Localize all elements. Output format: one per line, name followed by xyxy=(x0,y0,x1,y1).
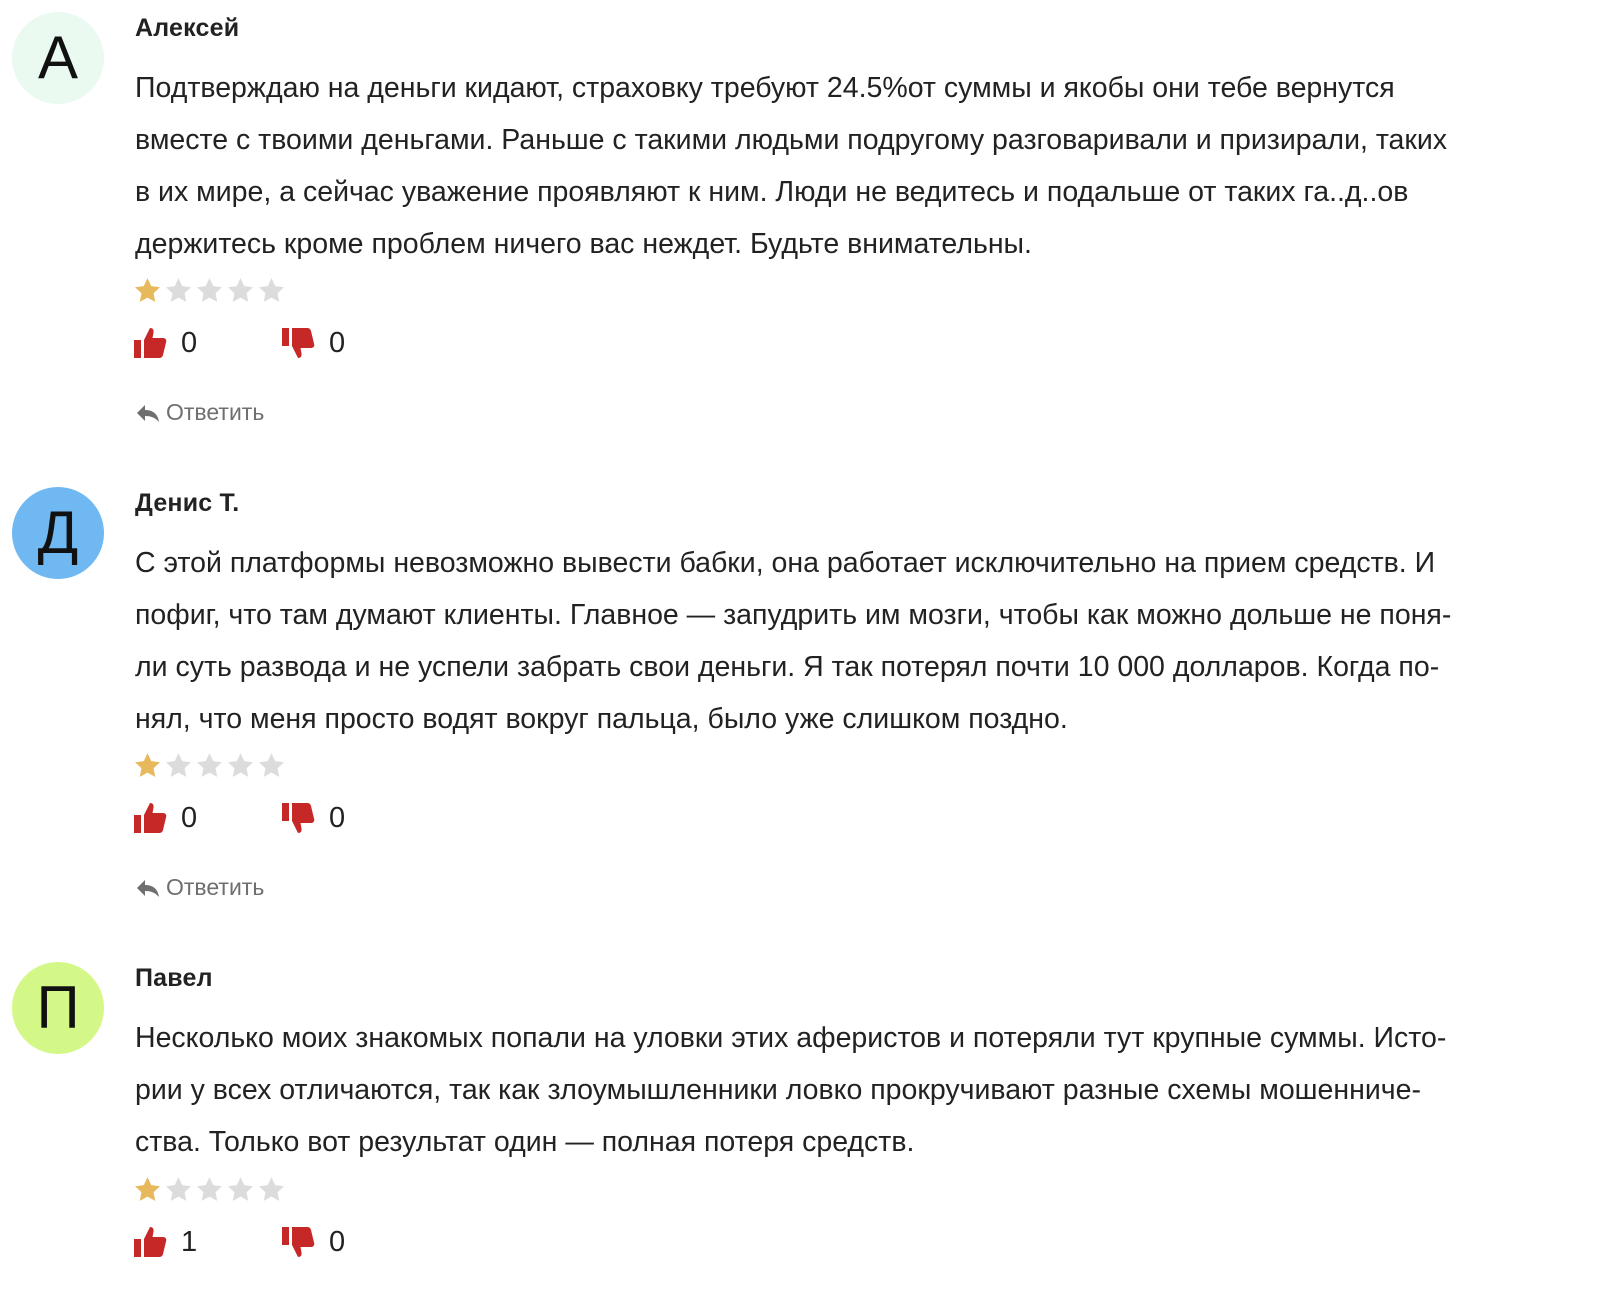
star-empty-icon xyxy=(195,1175,224,1204)
like-button[interactable] xyxy=(133,1224,241,1260)
dislike-count: 0 xyxy=(329,1225,346,1258)
review-text-line: в их мире, а сейчас уважение проявляют к ним. Люди не ведитесь и подальше от таких га..д..ов xyxy=(135,176,1409,208)
review-author: Павел xyxy=(135,964,213,992)
review-text-line: рии у всех отличаются, так как злоумышленники ловко прокручивают разные схемы мошенниче- xyxy=(135,1074,1421,1106)
review-text-line: Несколько моих знакомых попали на уловки этих аферистов и потеряли тут крупные суммы. Исто- xyxy=(135,1022,1447,1054)
reply-arrow-icon xyxy=(136,878,166,898)
like-button[interactable] xyxy=(133,325,241,361)
star-filled-icon xyxy=(133,276,162,305)
thumbs-down-icon xyxy=(281,325,317,361)
review-text-line: ства. Только вот результат один — полная потеря средств. xyxy=(135,1126,915,1158)
dislike-button[interactable] xyxy=(281,325,389,361)
review-text xyxy=(135,62,1585,270)
star-empty-icon xyxy=(164,751,193,780)
thumbs-down-icon xyxy=(281,800,317,836)
review-text-line: Подтверждаю на деньги кидают, страховку требуют 24.5%от суммы и якобы они тебе вернутся xyxy=(135,72,1395,104)
avatar xyxy=(12,962,104,1054)
review-text-line: С этой платформы невозможно вывести бабки, она работает исключительно на прием средств. И xyxy=(135,547,1436,579)
vote-bar xyxy=(133,798,389,838)
star-empty-icon xyxy=(226,276,255,305)
review-author: Денис Т. xyxy=(135,489,240,517)
like-count: 0 xyxy=(181,326,198,359)
dislike-button[interactable] xyxy=(281,800,389,836)
review-text-line: держитесь кроме проблем ничего вас неждет. Будьте внимательны. xyxy=(135,228,1032,260)
review-author: Алексей xyxy=(135,14,240,42)
dislike-count: 0 xyxy=(329,801,346,834)
thumbs-up-icon xyxy=(133,325,169,361)
avatar-letter: П xyxy=(36,974,80,1041)
review-text-line: ли суть развода и не успели забрать свои деньги. Я так потерял почти 10 000 долларов. Когда по- xyxy=(135,651,1440,683)
review-text-line: пофиг, что там думают клиенты. Главное — запудрить им мозги, чтобы как можно дольше не поня- xyxy=(135,599,1452,631)
review-text-line: нял, что меня просто водят вокруг пальца, было уже слишком поздно. xyxy=(135,703,1068,735)
star-rating xyxy=(133,276,286,305)
reply-button[interactable] xyxy=(136,874,264,901)
star-empty-icon xyxy=(257,276,286,305)
avatar xyxy=(12,12,104,104)
review-text xyxy=(135,537,1585,745)
like-count: 0 xyxy=(181,801,198,834)
vote-bar xyxy=(133,1222,389,1262)
avatar-letter: Д xyxy=(37,499,79,566)
star-empty-icon xyxy=(164,1175,193,1204)
star-rating xyxy=(133,751,286,780)
avatar-letter: А xyxy=(37,24,79,91)
thumbs-up-icon xyxy=(133,1224,169,1260)
like-count: 1 xyxy=(181,1225,198,1258)
review-text-line: вместе с твоими деньгами. Раньше с такими людьми подругому разговаривали и призирали, таких xyxy=(135,124,1448,156)
star-filled-icon xyxy=(133,1175,162,1204)
vote-bar xyxy=(133,323,389,363)
like-button[interactable] xyxy=(133,800,241,836)
star-empty-icon xyxy=(257,751,286,780)
star-filled-icon xyxy=(133,751,162,780)
dislike-count: 0 xyxy=(329,326,346,359)
star-empty-icon xyxy=(226,1175,255,1204)
reply-label: Ответить xyxy=(166,399,265,425)
star-rating xyxy=(133,1175,286,1204)
star-empty-icon xyxy=(226,751,255,780)
star-empty-icon xyxy=(164,276,193,305)
reply-label: Ответить xyxy=(166,874,265,900)
star-empty-icon xyxy=(195,751,224,780)
reply-button[interactable] xyxy=(136,399,264,426)
star-empty-icon xyxy=(195,276,224,305)
avatar xyxy=(12,487,104,579)
dislike-button[interactable] xyxy=(281,1224,389,1260)
reply-arrow-icon xyxy=(136,403,166,423)
star-empty-icon xyxy=(257,1175,286,1204)
review-text xyxy=(135,1012,1585,1168)
thumbs-down-icon xyxy=(281,1224,317,1260)
thumbs-up-icon xyxy=(133,800,169,836)
